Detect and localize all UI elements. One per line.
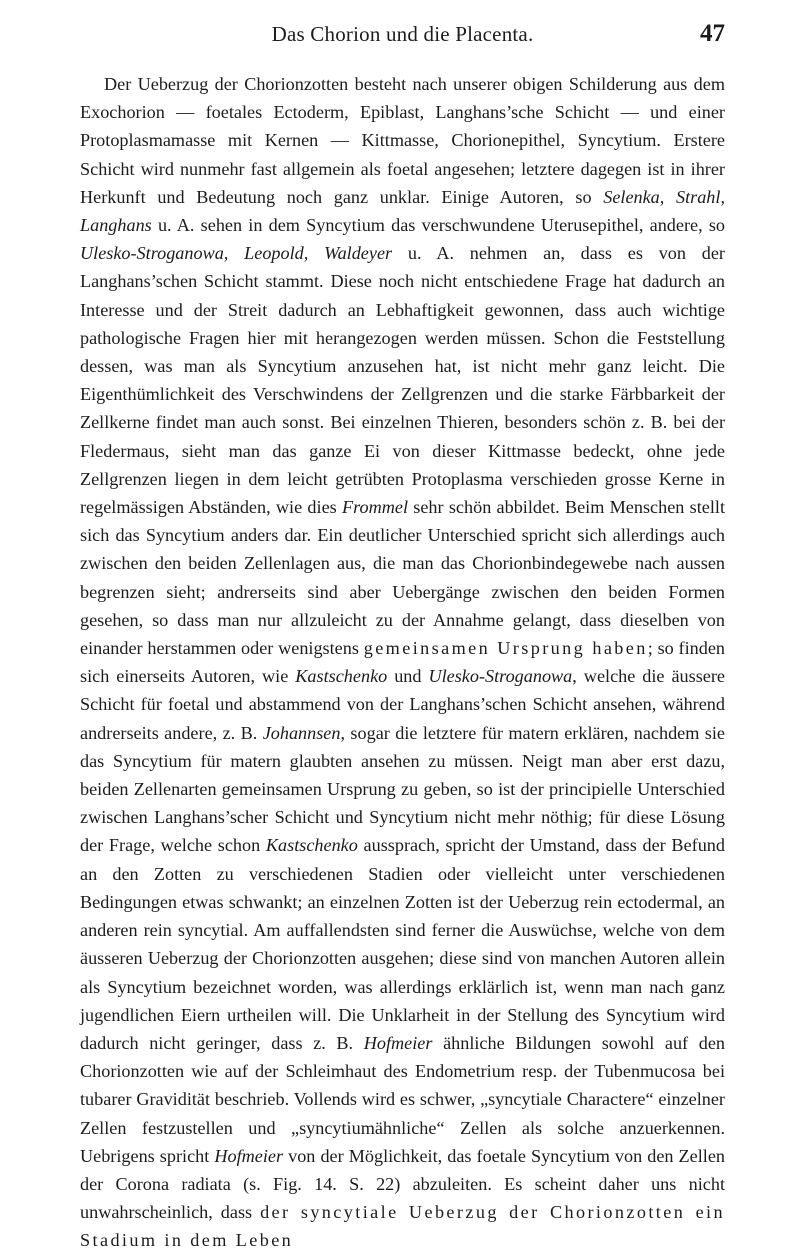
author-name: Selenka, Strahl, Langhans [80, 186, 725, 236]
text-segment: , sogar die letztere für matern erklären, nachdem sie das Syncytium für matern glaubten ansehen zu müssen. Neigt man aber erst dazu, beiden Zellenarten gemeinsamen Ursprung zu geben, so ist der principielle Unterschied zwischen Langhans’scher Schicht und Syncytium nicht mehr nöthig; für diese Lösung der Frage, welche schon [80, 722, 725, 856]
author-name: Hofmeier [363, 1032, 433, 1053]
emphasized-text: der syncytiale Ueberzug der Chorionzotten ein Stadium in dem Leben [80, 1202, 725, 1251]
emphasized-text: gemeinsamen Ursprung haben [363, 638, 648, 659]
page-number: 47 [700, 20, 725, 47]
text-segment: sehr schön abbildet. Beim Menschen stellt sich das Syncytium anders dar. Ein deutlicher Unterschied spricht sich allerdings auch zwischen den beiden Zellenlagen aus, die man das Chorionbindegewebe nach aussen begrenzen sieht; andrerseits sind aber Uebergänge zwischen den beiden Formen gesehen, so dass man nur allzuleicht zu der Annahme gelangt, dass dieselben von einander herstammen oder wenigstens [80, 497, 725, 659]
text-segment: aussprach, spricht der Umstand, dass der Befund an den Zotten zu verschiedenen Stadien oder vielleicht unter verschiedenen Bedingungen etwas schwankt; an einzelnen Zotten ist der Ueberzug rein ectodermal, an anderen rein syncytial. Am auffallendsten sind ferner die Auswüchse, welche von dem äusseren Ueberzug der Chorionzotten ausgehen; diese sind von manchen Autoren allein als Syncytium bezeichnet worden, was allerdings erklärlich ist, wenn man nach ganz jugendlichen Eiern urtheilen will. Die Unklarheit in der Stellung des Syncytium wird dadurch nicht geringer, dass z. B. [80, 835, 725, 1053]
text-segment: von der Möglichkeit, das foetale Syncytium von den Zellen der Corona radiata (s. Fig. 14. S. 22) abzuleiten. Es scheint daher uns nicht unwahrscheinlich, dass [80, 1145, 726, 1223]
author-name: Kastschenko [265, 835, 358, 856]
text-segment: ; so finden sich einerseits Autoren, wie [80, 638, 725, 687]
author-name: Hofmeier [214, 1145, 284, 1166]
text-segment: u. A. sehen in dem Syncytium das verschwundene Uterusepithel, andere, so [151, 215, 725, 236]
running-title: Das Chorion und die Placenta. [271, 22, 534, 46]
text-segment: und [387, 666, 429, 687]
text-segment: Der Ueberzug der Chorionzotten besteht nach unserer obigen Schilderung aus dem Exochorion — foetales Ectoderm, Epiblast, Langhans’sche Schicht — und einer Protoplasmamasse mit Kernen — Kittmasse, Chorionepithel, Syncytium. Erstere Schicht wird nunmehr fast allgemein als foetal angesehen; letztere dagegen ist in ihrer Herkunft und Bedeutung noch ganz unklar. Einige Autoren, so [80, 74, 725, 207]
author-name: Ulesko-Stroganowa [428, 666, 573, 687]
paragraph [80, 70, 725, 1255]
text-segment: u. A. nehmen an, dass es von der Langhans’schen Schicht stammt. Diese noch nicht entschiedene Frage hat dadurch an Interesse und der Streit dadurch an Lebhaftigkeit gewonnen, dass auch wichtige pathologische Fragen hier mit herangezogen werden müssen. Schon die Feststellung dessen, was man als Syncytium anzusehen hat, ist nicht mehr ganz leicht. Die Eigenthümlichkeit des Verschwindens der Zellgrenzen und die starke Färbbarkeit der Zellkerne findet man auch sonst. Bei einzelnen Thieren, besonders schön z. B. bei der Fledermaus, sieht man das ganze Ei von dieser Kittmasse bedeckt, ohne jede Zellgrenzen liegen in dem leicht getrübten Protoplasma verschieden grosse Kerne in regelmässigen Abständen, wie dies [80, 243, 725, 518]
text-segment: ähnliche Bildungen sowohl auf den Chorionzotten wie auf der Schleimhaut des Endometrium resp. der Tubenmucosa bei tubarer Gravidität beschrieb. Vollends wird es schwer, „syncytiale Charactere“ einzelner Zellen festzustellen und „syncytiumähnliche“ Zellen als solche anzuerkennen. Uebrigens spricht [80, 1032, 725, 1166]
author-name: Kastschenko [295, 666, 388, 687]
author-name: Frommel [342, 497, 409, 518]
page-header [80, 22, 725, 52]
author-name: Ulesko-Stroganowa, Leopold, Waldeyer [80, 243, 393, 264]
body-text [80, 70, 725, 1255]
author-name: Johannsen [262, 722, 341, 743]
text-segment: , welche die äussere Schicht für foetal und abstammend von der Langhans’schen Schicht ansehen, während andrerseits andere, z. B. [80, 666, 725, 743]
